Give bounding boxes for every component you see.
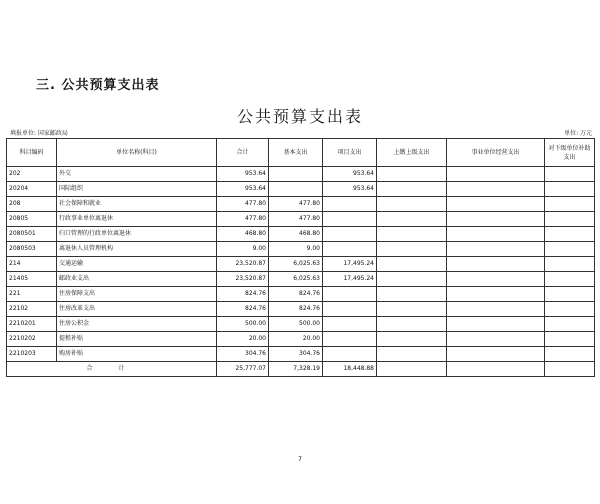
cell-name: 住房公积金 <box>57 317 217 332</box>
cell-code: 21405 <box>7 272 57 287</box>
table-row <box>7 257 595 272</box>
cell-code: 22102 <box>7 302 57 317</box>
table-row <box>7 302 595 317</box>
cell-business <box>447 332 545 347</box>
cell-upper <box>377 167 447 182</box>
cell-basic: 824.76 <box>269 302 323 317</box>
cell-project <box>323 347 377 362</box>
table-row <box>7 317 595 332</box>
cell-business <box>447 287 545 302</box>
table-row <box>7 212 595 227</box>
header-business: 事业单位经营支出 <box>447 139 545 167</box>
table-row <box>7 332 595 347</box>
cell-business <box>447 197 545 212</box>
currency-unit: 单位: 万元 <box>564 130 592 137</box>
cell-subsidy <box>545 182 595 197</box>
cell-total: 468.80 <box>217 227 269 242</box>
cell-name: 住房保障支出 <box>57 287 217 302</box>
cell-total: 953.64 <box>217 167 269 182</box>
cell-project <box>323 332 377 347</box>
cell-upper <box>377 242 447 257</box>
cell-project <box>323 227 377 242</box>
cell-total: 824.76 <box>217 287 269 302</box>
cell-project: 953.64 <box>323 182 377 197</box>
cell-code: 20204 <box>7 182 57 197</box>
cell-basic: 20.00 <box>269 332 323 347</box>
cell-total: 953.64 <box>217 182 269 197</box>
cell-project <box>323 197 377 212</box>
cell-code: 221 <box>7 287 57 302</box>
cell-business <box>447 182 545 197</box>
cell-basic: 500.00 <box>269 317 323 332</box>
cell-name: 购房补贴 <box>57 347 217 362</box>
cell-upper <box>377 212 447 227</box>
cell-business <box>447 317 545 332</box>
table-row <box>7 272 595 287</box>
header-basic: 基本支出 <box>269 139 323 167</box>
cell-business <box>447 167 545 182</box>
cell-basic: 6,025.63 <box>269 257 323 272</box>
section-heading: 三. 公共预算支出表 <box>36 78 160 93</box>
cell-upper <box>377 332 447 347</box>
cell-total: 824.76 <box>217 302 269 317</box>
cell-code: 214 <box>7 257 57 272</box>
cell-name: 归口管理的行政单位离退休 <box>57 227 217 242</box>
table-row <box>7 227 595 242</box>
cell-subsidy <box>545 272 595 287</box>
cell-subsidy <box>545 197 595 212</box>
cell-total: 23,520.87 <box>217 257 269 272</box>
total-label: 合 计 <box>7 362 217 377</box>
cell-total: 23,520.87 <box>217 272 269 287</box>
cell-basic: 6,025.63 <box>269 272 323 287</box>
cell-subsidy <box>545 362 595 377</box>
cell-name: 行政事业单位离退休 <box>57 212 217 227</box>
cell-business <box>447 272 545 287</box>
cell-business <box>447 242 545 257</box>
cell-upper <box>377 347 447 362</box>
cell-business <box>447 257 545 272</box>
table-row <box>7 347 595 362</box>
table-row <box>7 182 595 197</box>
cell-upper <box>377 272 447 287</box>
cell-total: 477.80 <box>217 212 269 227</box>
cell-name: 住房改革支出 <box>57 302 217 317</box>
cell-project: 17,495.24 <box>323 272 377 287</box>
cell-total: 20.00 <box>217 332 269 347</box>
cell-name: 提租补贴 <box>57 332 217 347</box>
cell-basic: 477.80 <box>269 197 323 212</box>
cell-upper <box>377 257 447 272</box>
cell-business <box>447 302 545 317</box>
cell-subsidy <box>545 347 595 362</box>
reporting-unit: 填报单位: 国家邮政局 <box>10 130 68 137</box>
cell-subsidy <box>545 257 595 272</box>
header-total: 合计 <box>217 139 269 167</box>
cell-basic <box>269 182 323 197</box>
cell-basic: 477.80 <box>269 212 323 227</box>
cell-name: 离退休人员管理机构 <box>57 242 217 257</box>
cell-project <box>323 317 377 332</box>
cell-upper <box>377 317 447 332</box>
cell-name: 社会保障和就业 <box>57 197 217 212</box>
table-row <box>7 197 595 212</box>
cell-subsidy <box>545 242 595 257</box>
cell-project: 18,448.88 <box>323 362 377 377</box>
header-upper: 上缴上级支出 <box>377 139 447 167</box>
cell-total: 304.76 <box>217 347 269 362</box>
cell-basic: 7,328.19 <box>269 362 323 377</box>
header-name: 单位名称(科目) <box>57 139 217 167</box>
cell-code: 2080503 <box>7 242 57 257</box>
cell-subsidy <box>545 332 595 347</box>
header-code: 科目编码 <box>7 139 57 167</box>
cell-code: 20805 <box>7 212 57 227</box>
page-title: 公共预算支出表 <box>236 107 363 126</box>
cell-basic: 468.80 <box>269 227 323 242</box>
cell-business <box>447 212 545 227</box>
table-total-row <box>7 362 595 377</box>
cell-project <box>323 287 377 302</box>
cell-project: 953.64 <box>323 167 377 182</box>
page-number: 7 <box>298 456 302 463</box>
cell-project <box>323 242 377 257</box>
cell-project: 17,495.24 <box>323 257 377 272</box>
budget-table <box>6 138 595 377</box>
cell-upper <box>377 197 447 212</box>
cell-business <box>447 347 545 362</box>
cell-code: 2210203 <box>7 347 57 362</box>
cell-total: 9.00 <box>217 242 269 257</box>
cell-code: 202 <box>7 167 57 182</box>
header-project: 项目支出 <box>323 139 377 167</box>
cell-code: 208 <box>7 197 57 212</box>
cell-name: 外交 <box>57 167 217 182</box>
cell-code: 2210202 <box>7 332 57 347</box>
cell-name: 交通运输 <box>57 257 217 272</box>
cell-name: 邮政业支出 <box>57 272 217 287</box>
cell-subsidy <box>545 227 595 242</box>
cell-upper <box>377 182 447 197</box>
table-row <box>7 287 595 302</box>
cell-code: 2080501 <box>7 227 57 242</box>
cell-project <box>323 302 377 317</box>
table-row <box>7 167 595 182</box>
cell-total: 477.80 <box>217 197 269 212</box>
cell-total: 25,777.07 <box>217 362 269 377</box>
cell-name: 国际组织 <box>57 182 217 197</box>
cell-basic: 824.76 <box>269 287 323 302</box>
cell-upper <box>377 287 447 302</box>
cell-subsidy <box>545 212 595 227</box>
cell-business <box>447 362 545 377</box>
cell-upper <box>377 302 447 317</box>
header-subsidy: 对下级单位补助支出 <box>545 139 595 167</box>
cell-business <box>447 227 545 242</box>
cell-code: 2210201 <box>7 317 57 332</box>
cell-upper <box>377 362 447 377</box>
cell-basic <box>269 167 323 182</box>
table-header-row <box>7 139 595 167</box>
cell-subsidy <box>545 287 595 302</box>
cell-upper <box>377 227 447 242</box>
cell-subsidy <box>545 317 595 332</box>
cell-basic: 304.76 <box>269 347 323 362</box>
cell-total: 500.00 <box>217 317 269 332</box>
table-row <box>7 242 595 257</box>
cell-basic: 9.00 <box>269 242 323 257</box>
cell-project <box>323 212 377 227</box>
cell-subsidy <box>545 302 595 317</box>
cell-subsidy <box>545 167 595 182</box>
